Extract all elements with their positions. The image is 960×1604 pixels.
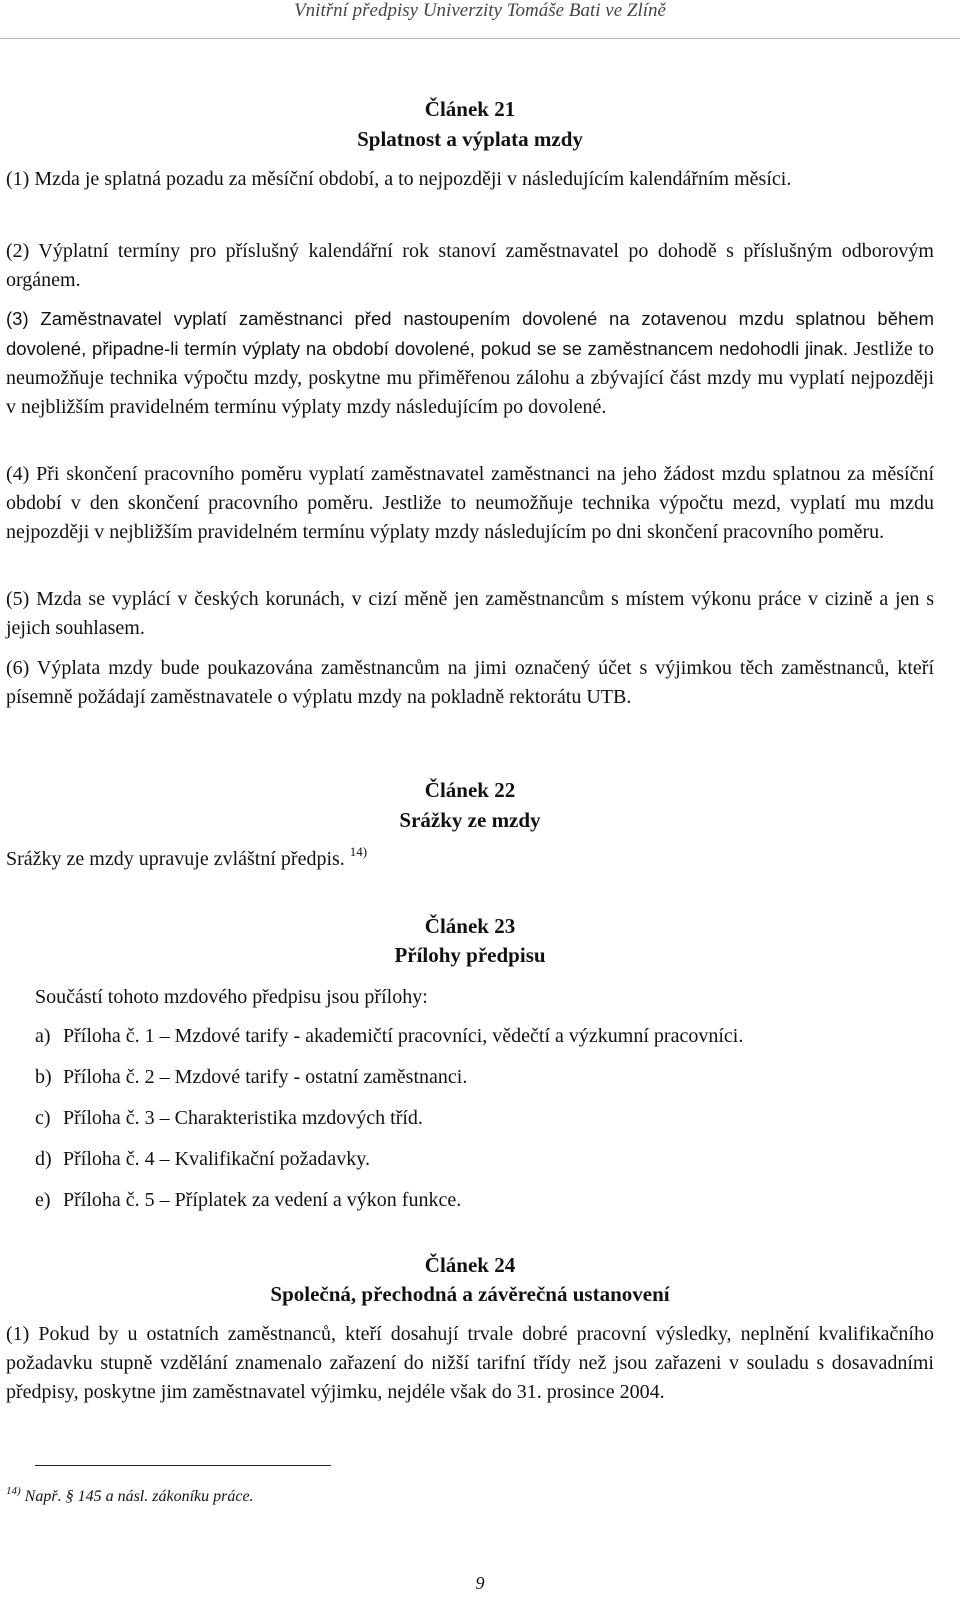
art21-paragraph-2: (2) Výplatní termíny pro příslušný kalendářní rok stanoví zaměstnavatel po dohodě s příslušným odborovým orgánem. — [6, 240, 934, 291]
art22-text — [6, 845, 934, 874]
list-item-letter: a) — [35, 1025, 51, 1047]
article-24-title: Společná, přechodná a závěrečná ustanovení — [270, 1282, 670, 1306]
list-item-text: Příloha č. 3 – Charakteristika mzdových tříd. — [63, 1107, 423, 1129]
article-22-number: Článek 22 — [424, 778, 516, 802]
list-item-letter: d) — [35, 1148, 52, 1170]
running-header: Vnitřní předpisy Univerzity Tomáše Bati ve Zlíně — [294, 0, 666, 21]
list-item-text: Příloha č. 5 – Příplatek za vedení a výkon funkce. — [63, 1189, 462, 1211]
header-rule — [0, 38, 960, 39]
art21-paragraph-4: (4) Při skončení pracovního poměru vyplatí zaměstnavatel zaměstnanci na jeho žádost mzdu splatnou za měsíční období v den skončení pracovního poměru. Jestliže to neumožňuje technika výpočtu mezd, vyplatí mu mzdu nejpozději v nejbližším pravidelném termínu výplaty mzdy následujícím po dni skončení pracovního poměru. — [6, 463, 934, 543]
art22-text-body: Srážky ze mzdy upravuje zvláštní předpis. — [6, 848, 345, 870]
footnote-rule — [35, 1465, 331, 1466]
art21-paragraph-6: (6) Výplata mzdy bude poukazována zaměstnancům na jimi označený účet s výjimkou těch zaměstnanců, kteří písemně požádají zaměstnavatele o výplatu mzdy na pokladně rektorátu UTB. — [6, 657, 934, 708]
list-item-letter: e) — [35, 1189, 51, 1211]
art21-paragraph-5: (5) Mzda se vyplácí v českých korunách, v cizí měně jen zaměstnancům s místem výkonu práce v cizině a jen s jejich souhlasem. — [6, 588, 934, 639]
list-item-text: Příloha č. 1 – Mzdové tarify - akademičtí pracovníci, vědečtí a výzkumní pracovníci. — [63, 1025, 744, 1047]
list-item-text: Příloha č. 4 – Kvalifikační požadavky. — [63, 1148, 370, 1170]
page-number: 9 — [475, 1573, 485, 1593]
appendix-list-item — [35, 1023, 743, 1049]
appendix-list-item — [35, 1187, 461, 1213]
art21-paragraph-3-part-a: (3) Zaměstnavatel vyplatí zaměstnanci před nastoupením dovolené na zotavenou mzdu splatnou během dovolené, připadne-li termín výplaty na období dovolené, pokud se se zaměstnancem nedohodli jinak. — [6, 308, 934, 359]
art24-paragraph-1: (1) Pokud by u ostatních zaměstnanců, kteří dosahují trvale dobré pracovní výsledky, neplnění kvalifikačního požadavku stupně vzdělání znamenalo zařazení do nižší tarifní třídy než jsou zařazeni v souladu s dosavadními předpisy, poskytne jim zaměstnavatel výjimku, nejdéle však do 31. prosince 2004. — [6, 1323, 934, 1403]
footnote — [6, 1485, 254, 1506]
art21-paragraph-1: (1) Mzda je splatná pozadu za měsíční období, a to nejpozději v následujícím kalendářním měsíci. — [6, 168, 792, 190]
art21-paragraph-3-part-b: Jestliže to neumožňuje technika výpočtu mzdy, poskytne mu přiměřenou zálohu a zbývající část mzdy mu vyplatí nejpozději v nejbližším pravidelném termínu výplaty mzdy následujícím po dovolené. — [6, 338, 934, 418]
list-item-letter: b) — [35, 1066, 52, 1088]
list-item-text: Příloha č. 2 – Mzdové tarify - ostatní zaměstnanci. — [63, 1066, 468, 1088]
article-23-number: Článek 23 — [424, 914, 516, 938]
footnote-text: Např. § 145 a násl. zákoníku práce. — [24, 1488, 254, 1505]
appendix-list-item — [35, 1146, 370, 1172]
art23-intro: Součástí tohoto mzdového předpisu jsou přílohy: — [35, 986, 428, 1008]
article-22-title: Srážky ze mzdy — [399, 808, 541, 832]
appendix-list-item — [35, 1064, 467, 1090]
art21-paragraph-3 — [6, 304, 934, 422]
article-23-title: Přílohy předpisu — [394, 943, 546, 967]
list-item-letter: c) — [35, 1107, 51, 1129]
appendix-list-item — [35, 1105, 423, 1131]
article-21-number: Článek 21 — [424, 97, 516, 121]
article-21-title: Splatnost a výplata mzdy — [357, 127, 583, 151]
article-24-number: Článek 24 — [424, 1253, 516, 1277]
footnote-marker: 14) — [6, 1485, 21, 1497]
footnote-reference: 14) — [349, 844, 368, 859]
